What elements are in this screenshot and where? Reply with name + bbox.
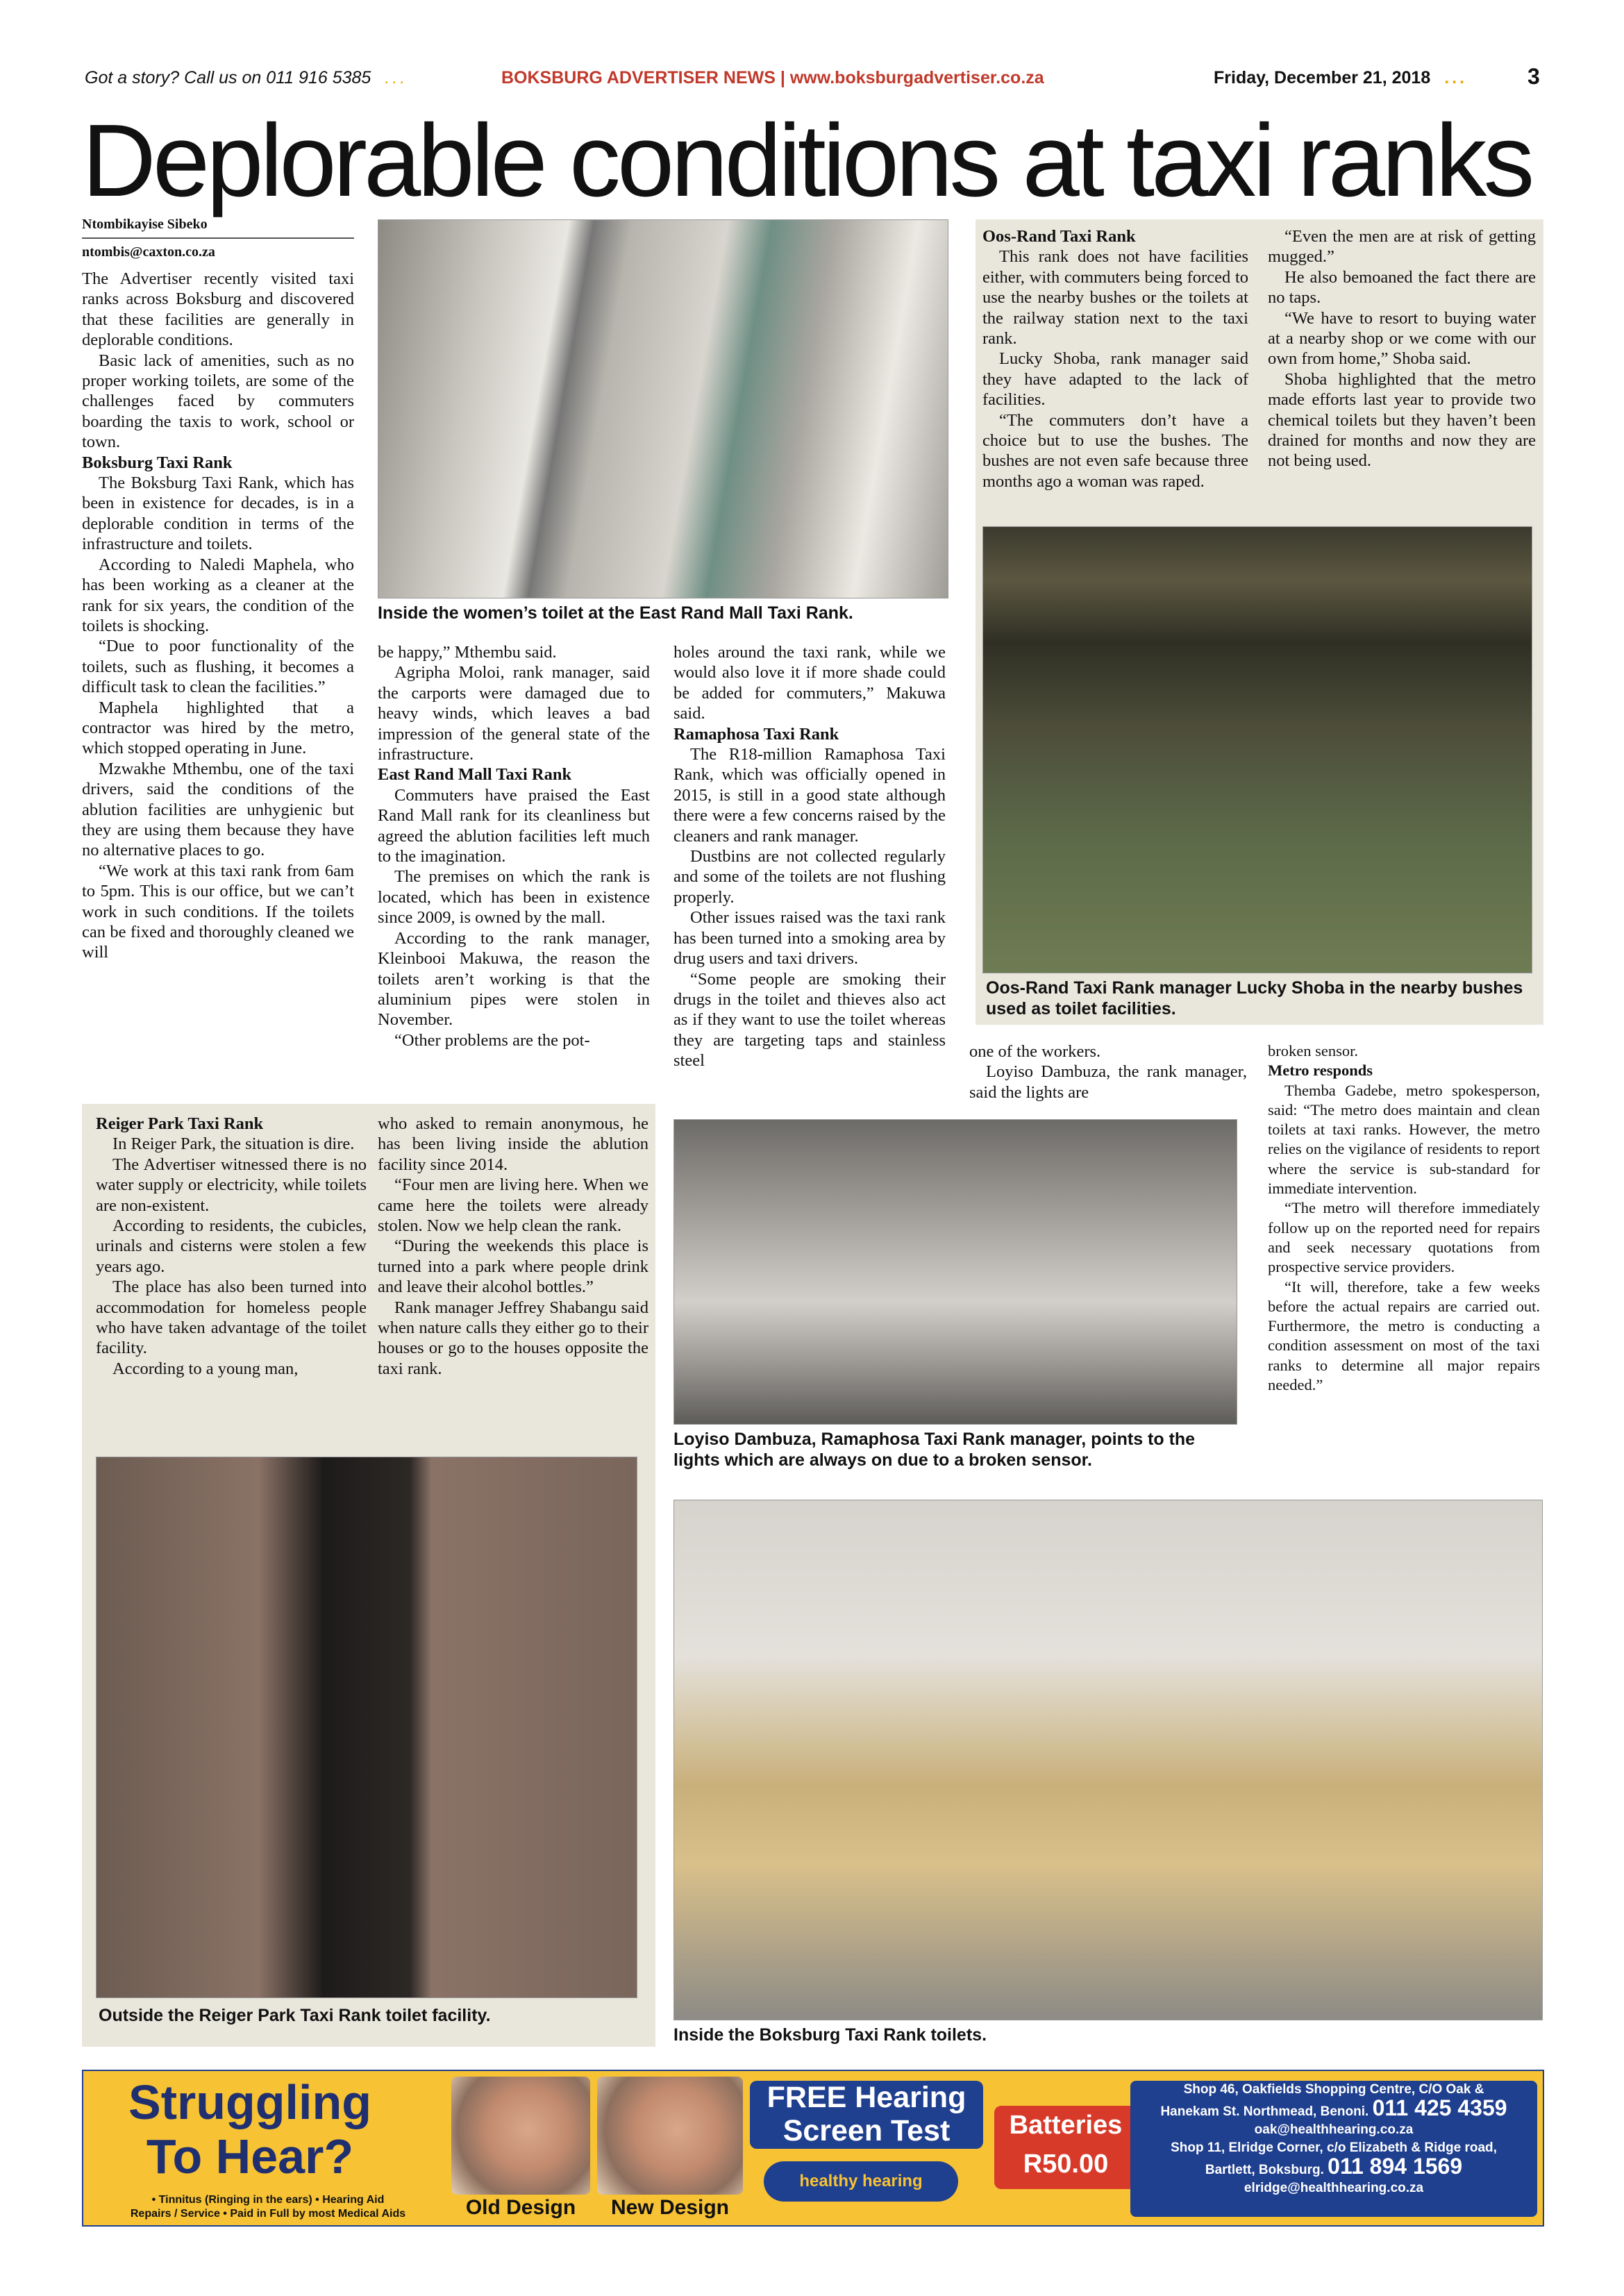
- paragraph: “Four men are living here. When we came here the toilets were already stolen. Now we help clean the rank.: [378, 1175, 648, 1236]
- paragraph: Loyiso Dambuza, the rank manager, said the lights are: [969, 1062, 1247, 1102]
- paragraph: holes around the taxi rank, while we would also love it if more shade could be added for commuters,” Makuwa said.: [673, 643, 946, 723]
- store-info: Shop 46, Oakfields Shopping Centre, C/O Oak & Hanekam St. Northmead, Benoni. 011 425 4359 oak@healthhearing.co.za Shop 11, Elridge Corner, c/o Elizabeth & Ridge road, Bartlett, Boksburg. 011 894 1569 elridge@healthhearing.co.za: [1130, 2081, 1537, 2217]
- paragraph: broken sensor.: [1268, 1042, 1358, 1059]
- paragraph: Agripha Moloi, rank manager, said the carports were damaged due to heavy winds, which leaves a bad impression of the general state of the infrastructure.: [378, 663, 650, 764]
- article-column-2: [378, 642, 650, 1050]
- paragraph: Commuters have praised the East Rand Mall rank for its cleanliness but agreed the ablution facilities left much to the imagination.: [378, 785, 650, 866]
- byline-name: Ntombikayise Sibeko: [82, 217, 208, 232]
- photo-boksburg-toilets: [673, 1500, 1543, 2020]
- paragraph: The Boksburg Taxi Rank, which has been in existence for decades, is in a deplorable condition in terms of the infrastructure and toilets.: [82, 474, 354, 554]
- issue-date: Friday, December 21, 2018 ...: [1214, 68, 1468, 87]
- reiger-column-b: [378, 1114, 648, 1379]
- paragraph: The premises on which the rank is located, which has been in existence since 2009, is owned by the mall.: [378, 867, 650, 928]
- paragraph: one of the workers.: [969, 1042, 1101, 1061]
- subheading: Metro responds: [1268, 1062, 1373, 1080]
- paragraph: This rank does not have facilities either, with commuters being forced to use the nearby bushes or the toilets at the railway station next to the taxi rank.: [982, 247, 1248, 349]
- caption-ramaphosa: Loyiso Dambuza, Ramaphosa Taxi Rank manager, points to the lights which are always on due to a broken sensor.: [673, 1430, 1196, 1470]
- paragraph: The Advertiser recently visited taxi ranks across Boksburg and discovered that these facilities are generally in deplorable conditions.: [82, 269, 354, 350]
- caption-reiger: Outside the Reiger Park Taxi Rank toilet facility.: [99, 2006, 491, 2025]
- subheading: East Rand Mall Taxi Rank: [378, 765, 572, 785]
- paragraph: The R18-million Ramaphosa Taxi Rank, which was officially opened in 2015, is still in a good state although there were a few concerns raised by the cleaners and rank manager.: [673, 745, 946, 846]
- paragraph: Basic lack of amenities, such as no proper working toilets, are some of the challenges faced by commuters boarding the taxis to work, school or town.: [82, 351, 354, 452]
- paragraph: According to the rank manager, Kleinbooi Makuwa, the reason the toilets aren’t working is that the aluminium pipes were stolen in November.: [378, 928, 650, 1030]
- paragraph: Maphela highlighted that a contractor was hired by the metro, which stopped operating in June.: [82, 698, 354, 758]
- paragraph: The place has also been turned into accommodation for homeless people who have taken advantage of the toilet facility.: [96, 1277, 367, 1358]
- oos-rand-column-a: [982, 226, 1248, 492]
- story-tip-line: Got a story? Call us on 011 916 5385 ...: [85, 68, 408, 87]
- healthy-hearing-logo: healthy hearing: [764, 2161, 958, 2202]
- ad-bullets: • Tinnitus (Ringing in the ears) • Hearing Aid Repairs / Service • Paid in Full by most Medical Aids: [130, 2194, 406, 2220]
- subheading: Ramaphosa Taxi Rank: [673, 724, 839, 744]
- byline-email: ntombis@caxton.co.za: [82, 244, 215, 260]
- paragraph: “It will, therefore, take a few weeks before the actual repairs are carried out. Furthermore, the metro is conducting a condition assessment on most of the taxi ranks to determine all major repairs needed.”: [1268, 1277, 1540, 1394]
- reiger-column-a: [96, 1114, 367, 1379]
- paragraph: “Even the men are at risk of getting mugged.”: [1268, 227, 1536, 267]
- article-column-6: [1268, 1041, 1540, 1395]
- paragraph: be happy,” Mthembu said.: [378, 643, 557, 662]
- hearing-ad[interactable]: [82, 2070, 1544, 2227]
- paragraph: “The metro will therefore immediately follow up on the reported need for repairs and seek necessary quotations from prospective service providers.: [1268, 1199, 1540, 1276]
- photo-reiger-park: [96, 1457, 637, 1998]
- page-number: 3: [1527, 64, 1540, 89]
- masthead: BOKSBURG ADVERTISER NEWS | www.boksburgadvertiser.co.za: [501, 68, 1044, 87]
- paragraph: Lucky Shoba, rank manager said they have adapted to the lack of facilities.: [982, 349, 1248, 410]
- paragraph: Themba Gadebe, metro spokesperson, said: “The metro does maintain and clean toilets at taxi ranks. However, the metro relies on the vigilance of residents to report where the service is sub-standard for immediate intervention.: [1268, 1081, 1540, 1198]
- paragraph: Rank manager Jeffrey Shabangu said when nature calls they either go to their houses or go to the houses opposite the taxi rank.: [378, 1298, 648, 1378]
- old-design-label: Old Design: [465, 2196, 576, 2219]
- ad-headline: Struggling To Hear?: [128, 2075, 371, 2184]
- caption-oos-rand: Oos-Rand Taxi Rank manager Lucky Shoba in the nearby bushes used as toilet facilities.: [986, 978, 1523, 1019]
- batteries-badge: Batteries R50.00: [994, 2106, 1137, 2189]
- paragraph: Dustbins are not collected regularly and some of the toilets are not flushing properly.: [673, 847, 946, 907]
- caption-womens-toilet: Inside the women’s toilet at the East Rand Mall Taxi Rank.: [378, 603, 853, 623]
- paragraph: “Due to poor functionality of the toilets, such as flushing, it becomes a difficult task to clean the facilities.”: [82, 637, 354, 697]
- byline-rule: [82, 237, 354, 239]
- paragraph: “The commuters don’t have a choice but to use the bushes. The bushes are not even safe because three months ago a woman was raped.: [982, 410, 1248, 491]
- new-design-label: New Design: [610, 2196, 730, 2219]
- paragraph: “During the weekends this place is turned into a park where people drink and leave their alcohol bottles.”: [378, 1237, 648, 1297]
- oos-rand-column-b: [1268, 226, 1536, 471]
- paragraph: The Advertiser witnessed there is no water supply or electricity, while toilets are non-existent.: [96, 1155, 367, 1215]
- paragraph: In Reiger Park, the situation is dire.: [112, 1134, 355, 1154]
- paragraph: “We have to resort to buying water at a nearby shop or we come with our own from home,” Shoba said.: [1268, 308, 1536, 369]
- new-design-ear-photo: [597, 2077, 743, 2195]
- photo-ramaphosa-rank: [673, 1119, 1237, 1425]
- photo-oos-rand-bushes: [982, 526, 1532, 973]
- paragraph: Shoba highlighted that the metro made efforts last year to provide two chemical toilets but they haven’t been drained for months and now they are not being used.: [1268, 369, 1536, 471]
- caption-boksburg: Inside the Boksburg Taxi Rank toilets.: [673, 2025, 987, 2045]
- paragraph: According to a young man,: [112, 1359, 299, 1378]
- free-screen-test: FREE Hearing Screen Test: [750, 2081, 983, 2149]
- article-column-5: [969, 1041, 1247, 1103]
- paragraph: who asked to remain anonymous, he has been living inside the ablution facility since 2014.: [378, 1114, 648, 1174]
- paragraph: Mzwakhe Mthembu, one of the taxi drivers, said the conditions of the ablution facilities are unhygienic but they are using them because they have no alternative places to go.: [82, 759, 354, 860]
- paragraph: According to residents, the cubicles, urinals and cisterns were stolen a few years ago.: [96, 1216, 367, 1276]
- subheading: Oos-Rand Taxi Rank: [982, 227, 1136, 246]
- headline: Deplorable conditions at taxi ranks: [82, 103, 1532, 218]
- subheading: Reiger Park Taxi Rank: [96, 1114, 264, 1133]
- photo-womens-toilet: [378, 219, 948, 598]
- old-design-ear-photo: [451, 2077, 590, 2195]
- subheading: Boksburg Taxi Rank: [82, 453, 233, 472]
- paragraph: “Other problems are the pot-: [394, 1030, 590, 1050]
- paragraph: According to Naledi Maphela, who has been working as a cleaner at the rank for six years, the condition of the toilets is shocking.: [82, 555, 354, 635]
- paragraph: He also bemoaned the fact there are no taps.: [1268, 267, 1536, 308]
- article-column-3: [673, 642, 946, 1071]
- paragraph: “Some people are smoking their drugs in the toilet and thieves also act as if they want to use the toilet whereas they are targeting taps and stainless steel: [673, 969, 946, 1071]
- paragraph: “We work at this taxi rank from 6am to 5pm. This is our office, but we can’t work in such conditions. If the toilets can be fixed and thoroughly cleaned we will: [82, 861, 354, 962]
- paragraph: Other issues raised was the taxi rank has been turned into a smoking area by drug users and taxi drivers.: [673, 908, 946, 969]
- article-column-1: [82, 269, 354, 963]
